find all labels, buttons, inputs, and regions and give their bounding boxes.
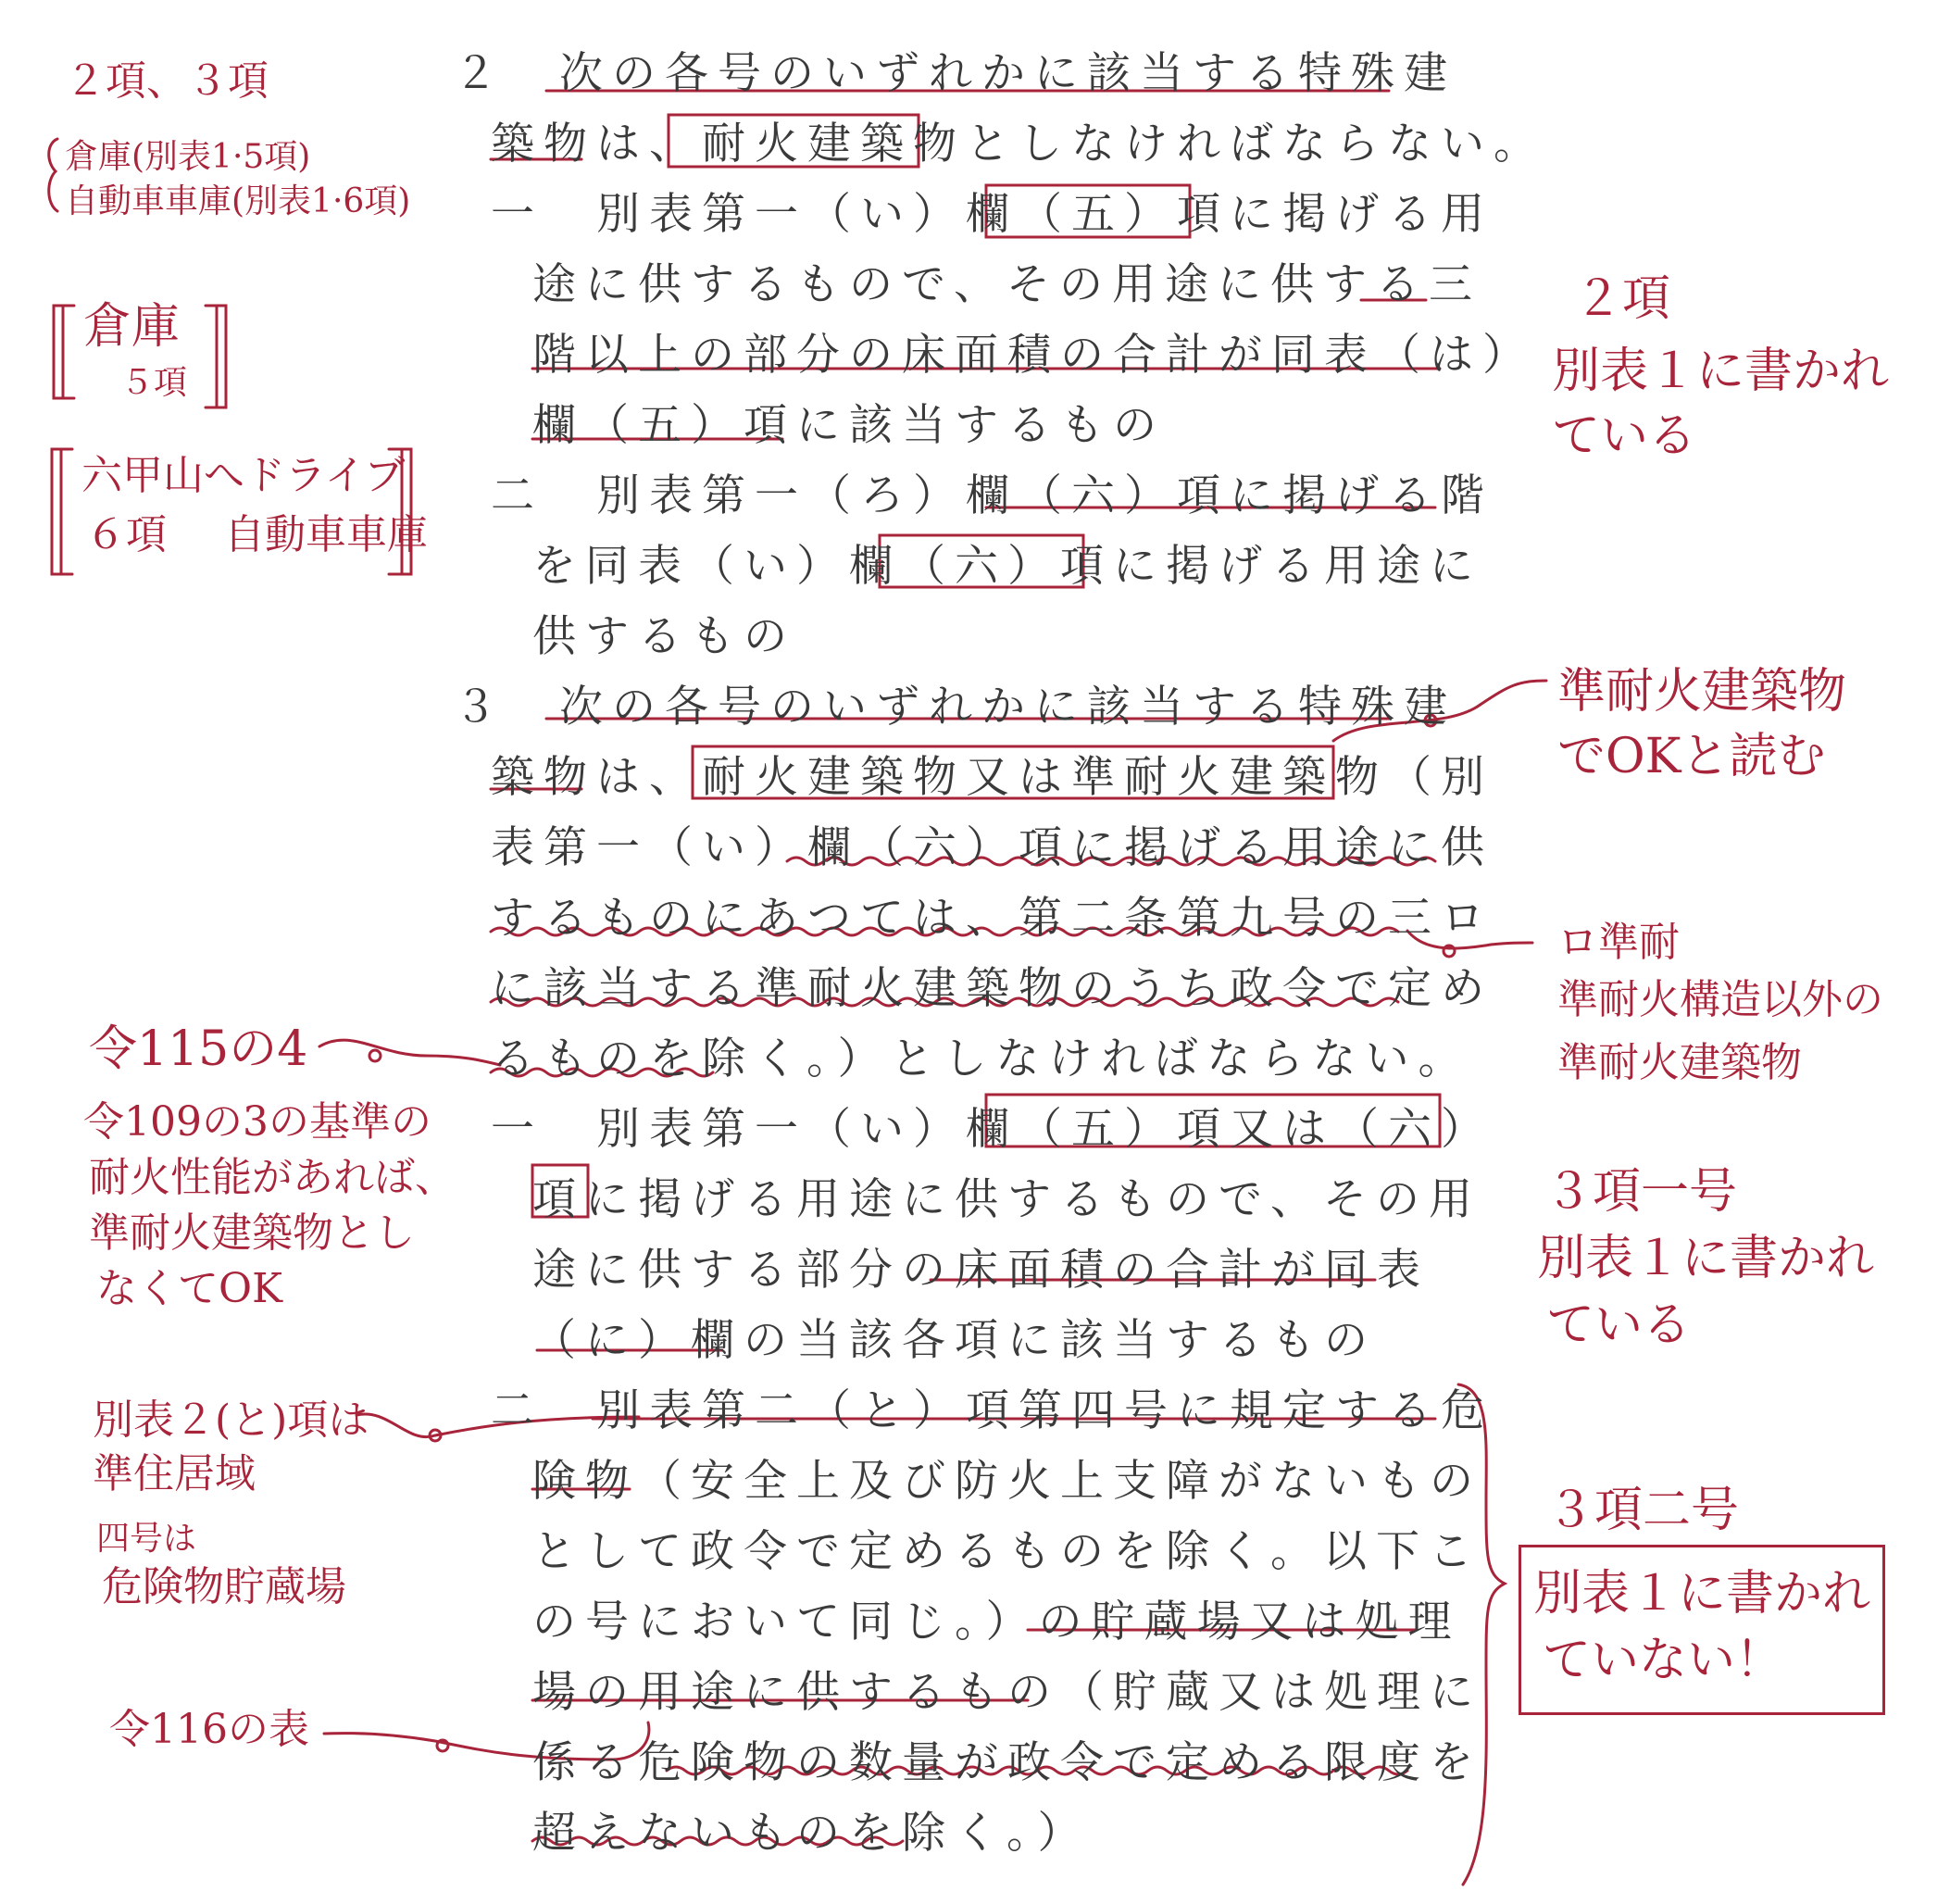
note-beppyo2-1: 別表２(と)項は: [93, 1397, 369, 1444]
note-box2-line2b: 自動車車庫: [224, 511, 428, 558]
p2-line-3: 一 別表第一（い）欄（五）項に掲げる用: [491, 189, 1494, 240]
p3-line-10: （に）欄の当該各項に該当するもの: [532, 1315, 1377, 1366]
note-ro-1: ロ準耐: [1557, 919, 1680, 966]
note-rei109-1: 令109の3の基準の: [83, 1098, 431, 1146]
note-3kou2-3: ていない！: [1543, 1633, 1784, 1688]
note-juntaika-1: 準耐火建築物: [1557, 664, 1847, 720]
p3-line-9: 途に供する部分の床面積の合計が同表: [532, 1245, 1430, 1296]
note-3kou1-2: 別表１に書かれ: [1537, 1231, 1875, 1286]
p3-line-11: 二 別表第二（と）項第四号に規定する危: [491, 1385, 1494, 1436]
p3-line-3: 表第一（い）欄（六）項に掲げる用途に供: [491, 822, 1494, 873]
note-3kou2-2: 別表１に書かれ: [1533, 1566, 1871, 1622]
bracket-box1-right2: [206, 306, 217, 407]
p2-line-5: 階以上の部分の床面積の合計が同表（は）: [532, 330, 1535, 381]
p3-line-17: 超えないものを除く。）: [532, 1808, 1091, 1859]
note-rei116: 令116の表: [109, 1706, 309, 1753]
p3-line-14: の号において同じ。）の貯蔵場又は処理: [532, 1597, 1461, 1647]
connector-rei115: [319, 1040, 500, 1065]
p2-line-8: を同表（い）欄（六）項に掲げる用途に: [532, 541, 1482, 592]
note-rei109-2: 耐火性能があれば、: [89, 1154, 456, 1201]
p3-line-8: 項に掲げる用途に供するもので、その用: [532, 1174, 1482, 1225]
p2-line-4: 途に供するもので、その用途に供する三: [532, 259, 1482, 310]
note-3kou2-1: ３項二号: [1546, 1483, 1740, 1538]
p3-line-12: 険物（安全上及び防火上支障がないもの: [532, 1456, 1482, 1507]
bracket-box1-left2: [63, 306, 74, 398]
note-box1-line2: ５項: [120, 364, 188, 402]
p2-line-9: 供するもの: [532, 611, 796, 662]
p2-line-6: 欄（五）項に該当するもの: [532, 400, 1166, 451]
note-left-list-2: 自動車車庫(別表1·6項): [65, 182, 411, 220]
note-juntaika-2: でOKと読む: [1557, 729, 1826, 784]
note-rei109-4: なくてOK: [96, 1265, 282, 1312]
bracket-box2-left2: [61, 449, 72, 574]
note-left-top: ２項、３項: [65, 57, 269, 105]
note-3kou1-3: ている: [1546, 1297, 1692, 1353]
note-left-list-1: 倉庫(別表1·5項): [65, 138, 311, 176]
note-ro-2: 準耐火構造以外の: [1557, 976, 1883, 1023]
note-ro-3: 準耐火建築物: [1557, 1039, 1802, 1086]
left-list-bracket: [49, 139, 57, 211]
note-beppyo2-3: 四号は: [96, 1520, 197, 1558]
note-rei115: 令115の4: [89, 1021, 308, 1077]
note-box1-line1: 倉庫: [83, 299, 181, 355]
p2-line-1: ２ 次の各号のいずれかに該当する特殊建: [454, 48, 1456, 99]
p3-line-15: 場の用途に供するもの（貯蔵又は処理に: [532, 1667, 1482, 1718]
p3-line-5: に該当する準耐火建築物のうち政令で定め: [491, 963, 1494, 1014]
note-beppyo2-2: 準住居域: [93, 1450, 256, 1497]
p3-line-13: として政令で定めるものを除く。以下こ: [532, 1526, 1482, 1577]
p3-line-16: 係る危険物の数量が政令で定める限度を: [532, 1737, 1482, 1788]
note-2kou-1: ２項: [1574, 271, 1671, 327]
note-3kou1-1: ３項一号: [1544, 1164, 1738, 1220]
p3-line-4: するものにあつては、第二条第九号の三ロ: [491, 893, 1494, 944]
p2-line-7: 二 別表第一（ろ）欄（六）項に掲げる階: [491, 470, 1494, 521]
note-beppyo2-4: 危険物貯蔵場: [102, 1563, 346, 1610]
p3-line-1: ３ 次の各号のいずれかに該当する特殊建: [454, 682, 1456, 733]
note-box2-line2a: ６項: [85, 511, 167, 558]
p3-line-6: るものを除く。）としなければならない。: [491, 1033, 1471, 1084]
note-2kou-2: 別表１に書かれ: [1552, 344, 1890, 399]
p2-line-2: 築物は、耐火建築物としなければならない。: [491, 119, 1546, 169]
p3-line-7: 一 別表第一（い）欄（五）項又は（六）: [491, 1104, 1494, 1155]
note-box2-line1: 六甲山へドライブ: [81, 452, 406, 499]
p3-line-2: 築物は、耐火建築物又は準耐火建築物（別: [491, 752, 1494, 803]
note-rei109-3: 準耐火建築物とし: [89, 1209, 415, 1257]
note-2kou-3: ている: [1552, 408, 1697, 464]
